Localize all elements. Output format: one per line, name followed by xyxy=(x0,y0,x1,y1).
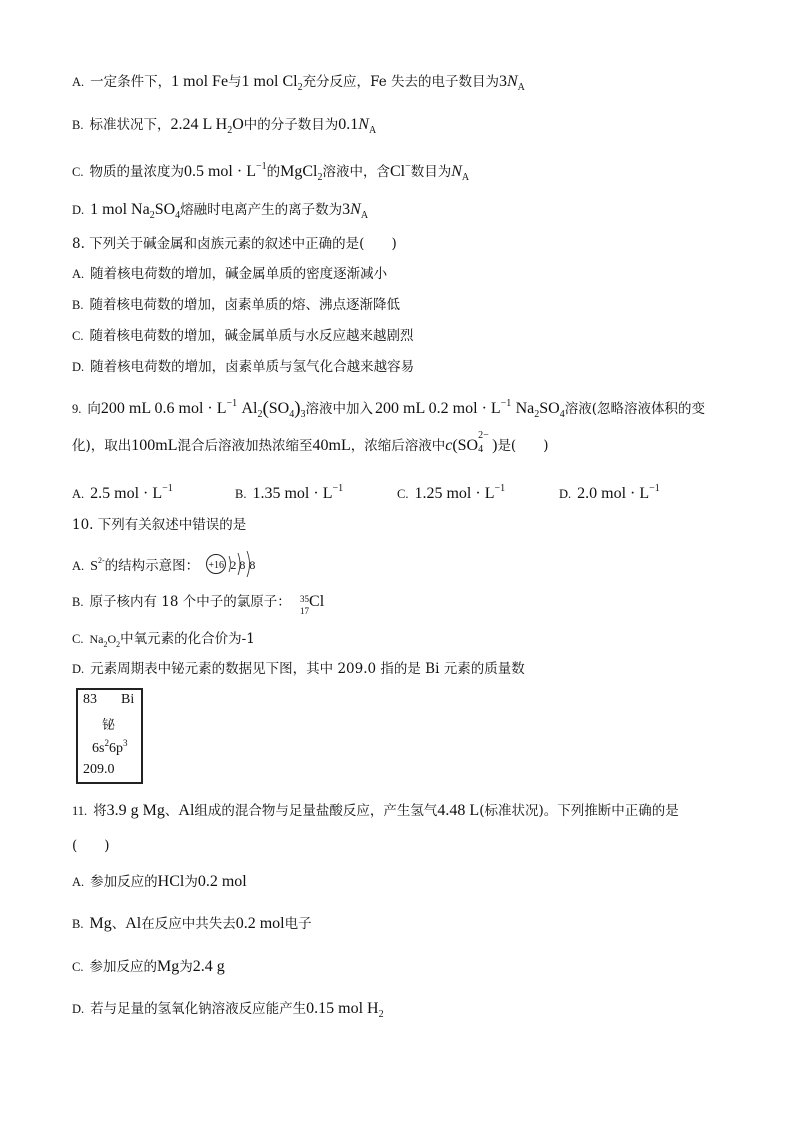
bismuth-element-card xyxy=(76,688,143,784)
q11-stem-line1: 11. 将3.9 g Mg、Al组成的混合物与足量盐酸反应，产生氢气4.48 L(标准状况)。下列推断中正确的是 xyxy=(72,802,679,819)
q11-option-d: D. 若与足量的氢氧化钠溶液反应能产生0.15 mol $H_2$ xyxy=(72,1000,384,1020)
atomic-number: 83 xyxy=(83,692,97,707)
q11-stem-paren: ( ) xyxy=(72,838,110,854)
shell-2-electrons: 8 xyxy=(239,558,246,572)
q10-option-b: B. 原子核内有 18 个中子的氯原子： 35 17 Cl xyxy=(72,593,325,616)
nuclide-notation: 35 17 xyxy=(300,594,310,616)
q9-option-a: A. 2.5 mol · $L^{-1}$ xyxy=(72,483,173,502)
q10-stem: 10. 下列有关叙述中错误的是 xyxy=(72,517,247,533)
element-name: 铋 xyxy=(102,718,116,733)
q9-stem-line2: 化)，取出100mL混合后溶液加热浓缩至40mL，浓缩后溶液中c(SO 2− 4 )是( ) xyxy=(72,430,549,455)
q11-option-a: A. 参加反应的HCl为0.2 mol xyxy=(72,873,247,890)
q9-option-d: D. 2.0 mol · $L^{-1}$ xyxy=(559,483,660,502)
shell-1-electrons: 2 xyxy=(230,558,237,572)
q10-option-d: D. 元素周期表中铋元素的数据见下图，其中 209.0 指的是 Bi 元素的质量数 xyxy=(72,661,525,677)
q7-option-d: D. 1 mol $Na_2SO_4$熔融时电离产生的离子数为$3N_A$ xyxy=(72,201,369,221)
q10-option-c: C. $Na_2O_2$中氧元素的化合价为-1 xyxy=(72,631,255,649)
q8-option-a: A. 随着核电荷数的增加，碱金属单质的密度逐渐减小 xyxy=(72,266,388,282)
q10-option-a: A. $S^{2-}$的结构示意图： +16 2 8 8 xyxy=(72,550,261,578)
q7-option-c: C. 物质的量浓度为0.5 mol · $L^{-1}$的MgCl$_2$溶液中，含Cl−数目为$N_A$ xyxy=(72,161,470,183)
nucleus-charge: +16 xyxy=(208,560,225,571)
q9-stem-line1: 9. 向200 mL 0.6 mol · $L^{-1}$ $Al_2(SO_4)_3$溶液中加入 200 mL 0.2 mol · $L^{-1}$ $Na_2SO_4$溶液(忽略溶液体积的变 xyxy=(72,398,705,420)
electron-configuration: $6s^26p^3$ xyxy=(92,738,128,756)
q9-option-b: B. 1.35 mol · $L^{-1}$ xyxy=(235,483,344,502)
sulfide-ion-structure-diagram xyxy=(205,550,261,578)
relative-atomic-mass: 209.0 xyxy=(83,762,115,777)
q8-stem: 8. 下列关于碱金属和卤族元素的叙述中正确的是( ) xyxy=(72,236,397,252)
q8-option-c: C. 随着核电荷数的增加，碱金属单质与水反应越来越剧烈 xyxy=(72,328,414,344)
element-symbol: Bi xyxy=(121,692,135,707)
q8-option-b: B. 随着核电荷数的增加，卤素单质的熔、沸点逐渐降低 xyxy=(72,297,400,313)
q8-option-d: D. 随着核电荷数的增加，卤素单质与氢气化合越来越容易 xyxy=(72,359,415,375)
q11-option-c: C. 参加反应的Mg为2.4 g xyxy=(72,958,225,975)
q7-option-a: A. 一定条件下，1 mol Fe与1 mol $Cl_2$充分反应，Fe 失去的电子数目为$3N_A$ xyxy=(72,73,525,93)
shell-3-electrons: 8 xyxy=(249,558,256,572)
q7-option-b: B. 标准状况下，2.24 L $H_2O$中的分子数目为$0.1N_A$ xyxy=(72,116,377,136)
q11-option-b: B. Mg、Al在反应中共失去0.2 mol电子 xyxy=(72,915,312,932)
q9-option-c: C. 1.25 mol · $L^{-1}$ xyxy=(397,483,506,502)
